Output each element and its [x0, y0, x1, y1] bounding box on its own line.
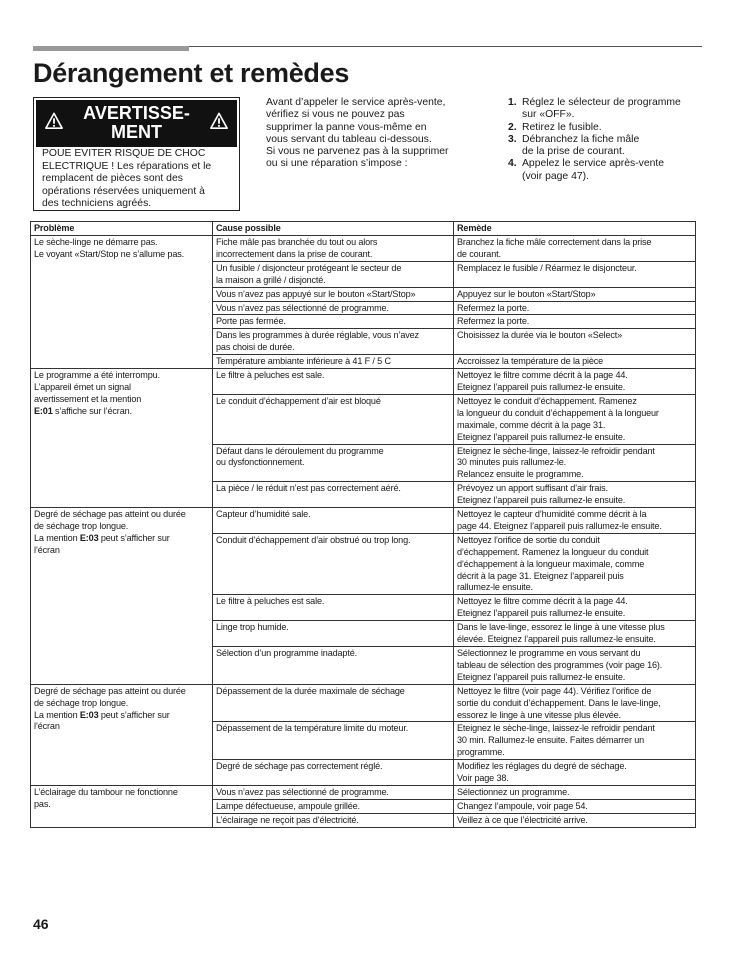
- remedy-cell: [454, 760, 696, 786]
- cause-line: incorrectement dans la prise de courant.: [216, 248, 373, 259]
- header-accent-bar: [33, 46, 189, 51]
- intro-line: ou si une réparation s’impose :: [266, 158, 408, 170]
- remedy-cell: [454, 684, 696, 722]
- step-line: Appelez le service après-vente: [522, 158, 665, 170]
- cause-line: Dépassement de la durée maximale de séchage: [216, 685, 405, 696]
- step-line: Débranchez la fiche mâle: [522, 133, 640, 145]
- step-item: [508, 97, 704, 122]
- problem-cell: [31, 785, 213, 827]
- cause-line: Température ambiante inférieure à 41 F / 5 C: [216, 356, 391, 367]
- problem-line: l’écran: [34, 544, 60, 555]
- table-header-row: [31, 222, 696, 236]
- remedy-line: Remplacez le fusible / Réarmez le disjoncteur.: [457, 262, 637, 273]
- problem-line: Le programme a été interrompu.: [34, 370, 160, 381]
- cause-line: ou dysfonctionnement.: [216, 457, 305, 468]
- remedy-cell: [454, 301, 696, 315]
- cause-cell: [213, 236, 454, 262]
- step-item: [508, 122, 704, 134]
- cause-line: Le conduit d’échappement d’air est bloqué: [216, 395, 381, 406]
- remedy-line: sortie du conduit d’échappement. Dans le lave-linge,: [457, 697, 661, 708]
- remedy-line: Eteignez l’appareil puis rallumez-le ensuite.: [457, 671, 626, 682]
- remedy-line: élevée. Eteignez l’appareil puis rallumez-le ensuite.: [457, 634, 656, 645]
- cause-cell: [213, 684, 454, 722]
- step-number: 1.: [508, 97, 517, 108]
- cause-line: Le filtre à peluches est sale.: [216, 370, 325, 381]
- cause-line: Capteur d’humidité sale.: [216, 509, 311, 520]
- cause-cell: [213, 813, 454, 827]
- intro-line: Avant d’appeler le service après-vente,: [266, 97, 446, 108]
- remedy-line: Accroissez la température de la pièce: [457, 356, 604, 367]
- step-line: Retirez le fusible.: [522, 121, 602, 133]
- cause-line: Linge trop humide.: [216, 622, 289, 633]
- step-item: [508, 158, 704, 183]
- step-item: [508, 134, 704, 159]
- warning-title-line1: AVERTISSE-: [83, 103, 190, 123]
- remedy-line: Eteignez l’appareil puis rallumez-le ensuite.: [457, 431, 626, 442]
- cause-line: Sélection d’un programme inadapté.: [216, 648, 357, 658]
- remedy-line: Sélectionnez un programme.: [457, 786, 570, 797]
- problem-line: Degré de séchage pas atteint ou durée: [34, 509, 186, 520]
- remedy-line: Dans le lave-linge, essorez le linge à une vitesse plus: [457, 622, 665, 633]
- problem-text: La mention: [34, 709, 80, 720]
- remedy-cell: [454, 287, 696, 301]
- warning-line: des techniciens agréés.: [42, 198, 152, 209]
- remedy-line: maximale, comme décrit à la page 31.: [457, 419, 606, 430]
- problem-line: [34, 406, 209, 418]
- problem-line: [34, 533, 209, 545]
- page-title: Dérangement et remèdes: [33, 58, 350, 88]
- cause-line: Défaut dans le déroulement du programme: [216, 445, 384, 456]
- step-number: 2.: [508, 121, 517, 133]
- remedy-cell: [454, 329, 696, 355]
- cause-cell: [213, 785, 454, 799]
- warning-line: remplacent de pièces sont des: [42, 173, 183, 184]
- problem-cell: [31, 508, 213, 685]
- problem-text: peut s’afficher sur: [98, 532, 170, 543]
- remedy-cell: [454, 785, 696, 799]
- remedy-line: Branchez la fiche mâle correctement dans la prise: [457, 237, 652, 247]
- problem-cell: [31, 684, 213, 785]
- steps-list: [508, 97, 704, 183]
- header-cause: Cause possible: [213, 222, 454, 236]
- cause-line: la maison a grillé / disjoncté.: [216, 274, 326, 285]
- remedy-line: Sélectionnez le programme en vous servant du: [457, 648, 641, 658]
- remedy-line: Nettoyez le filtre (voir page 44). Vérifiez l’orifice de: [457, 685, 652, 696]
- cause-cell: [213, 722, 454, 760]
- cause-line: L’éclairage ne reçoit pas d’électricité.: [216, 814, 359, 825]
- table-row: [31, 369, 696, 395]
- remedy-line: Eteignez l’appareil puis rallumez-le ensuite.: [457, 608, 626, 619]
- remedy-line: d’échappement. Ramenez la longueur du conduit: [457, 546, 649, 557]
- warning-line: POUE EVITER RISQUE DE CHOC: [42, 148, 206, 159]
- step-line: sur «OFF».: [522, 109, 575, 121]
- problem-line: L’éclairage du tambour ne fonctionne: [34, 786, 178, 797]
- remedy-line: tableau de sélection des programmes (voir page 16).: [457, 659, 663, 670]
- cause-cell: [213, 508, 454, 534]
- cause-line: Conduit d’échappement d’air obstrué ou trop long.: [216, 534, 411, 545]
- cause-line: pas choisi de durée.: [216, 342, 295, 353]
- cause-line: La pièce / le réduit n’est pas correctement aéré.: [216, 483, 401, 494]
- remedy-line: Eteignez l’appareil puis rallumez-le ensuite.: [457, 381, 626, 392]
- cause-cell: [213, 287, 454, 301]
- intro-line: supprimer la panne vous-même en: [266, 121, 427, 133]
- cause-cell: [213, 799, 454, 813]
- remedy-line: Eteignez le sèche-linge, laissez-le refroidir pendant: [457, 445, 655, 456]
- problem-text: peut s’afficher sur: [98, 709, 170, 720]
- remedy-line: Eteignez le sèche-linge, laissez-le refroidir pendant: [457, 723, 655, 734]
- remedy-cell: [454, 647, 696, 685]
- problem-line: Degré de séchage pas atteint ou durée: [34, 685, 186, 696]
- cause-cell: [213, 595, 454, 621]
- table-row: [31, 785, 696, 799]
- cause-line: Degré de séchage pas correctement réglé.: [216, 761, 383, 772]
- intro-paragraph-1: [266, 97, 478, 146]
- warning-triangle-icon: [210, 112, 228, 130]
- problem-cell: [31, 236, 213, 369]
- cause-cell: [213, 621, 454, 647]
- problem-line: l’écran: [34, 721, 60, 732]
- remedy-cell: [454, 533, 696, 595]
- warning-title-line2: MENT: [111, 122, 162, 142]
- step-line: (voir page 47).: [522, 170, 589, 182]
- error-code: E:03: [79, 532, 99, 543]
- problem-cell: [31, 369, 213, 508]
- warning-title: [72, 104, 201, 142]
- cause-line: Vous n’avez pas appuyé sur le bouton «Start/Stop»: [216, 288, 416, 299]
- remedy-line: Voir page 38.: [457, 773, 509, 784]
- cause-cell: [213, 261, 454, 287]
- remedy-line: Changez l’ampoule, voir page 54.: [457, 800, 588, 811]
- error-code: E:03: [79, 709, 99, 720]
- warning-triangle-icon: [45, 112, 63, 130]
- problem-line: de séchage trop longue.: [34, 697, 129, 708]
- cause-line: Lampe défectueuse, ampoule grillée.: [216, 800, 360, 811]
- remedy-cell: [454, 355, 696, 369]
- remedy-line: Appuyez sur le bouton «Start/Stop»: [457, 288, 596, 299]
- remedy-cell: [454, 722, 696, 760]
- cause-cell: [213, 533, 454, 595]
- cause-cell: [213, 301, 454, 315]
- cause-cell: [213, 760, 454, 786]
- intro-line: vérifiez si vous ne pouvez pas: [266, 109, 405, 121]
- intro-line: vous servant du tableau ci-dessous.: [266, 133, 432, 145]
- remedy-line: Veillez à ce que l’électricité arrive.: [457, 814, 588, 825]
- step-line: de la prise de courant.: [522, 146, 625, 158]
- remedy-line: essorez le linge à une vitesse plus élevée.: [457, 709, 621, 720]
- remedy-cell: [454, 508, 696, 534]
- remedy-line: Modifiez les réglages du degré de séchage.: [457, 761, 627, 772]
- remedy-line: d’échappement à la longueur maximale, comme: [457, 558, 645, 569]
- remedy-line: la longueur du conduit d’échappement à la longueur: [457, 407, 659, 418]
- table-row: [31, 684, 696, 722]
- troubleshooting-table: [30, 221, 696, 828]
- warning-line: ELECTRIQUE ! Les réparations et le: [42, 160, 212, 172]
- cause-line: Vous n’avez pas sélectionné de programme.: [216, 786, 389, 797]
- cause-line: Vous n’avez pas sélectionné de programme.: [216, 302, 389, 313]
- step-line: Réglez le sélecteur de programme: [522, 97, 681, 108]
- remedy-line: Nettoyez le capteur d’humidité comme décrit à la: [457, 509, 647, 520]
- remedy-cell: [454, 621, 696, 647]
- cause-cell: [213, 482, 454, 508]
- remedy-line: Prévoyez un apport suffisant d’air frais.: [457, 483, 608, 494]
- warning-text: [34, 148, 239, 211]
- cause-cell: [213, 355, 454, 369]
- cause-cell: [213, 647, 454, 685]
- cause-line: Dans les programmes à durée réglable, vous n’avez: [216, 330, 419, 341]
- header-problem: Problème: [31, 222, 213, 236]
- warning-header: [36, 100, 237, 147]
- problem-line: [34, 710, 209, 722]
- problem-line: avertissement et la mention: [34, 393, 142, 404]
- intro-paragraph-2: [266, 146, 478, 171]
- intro-line: Si vous ne parvenez pas à la supprimer: [266, 146, 449, 158]
- header-remedy: Remède: [454, 222, 696, 236]
- cause-line: Porte pas fermée.: [216, 316, 286, 327]
- remedy-line: Nettoyez le conduit d’échappement. Ramenez: [457, 395, 637, 406]
- problem-text: s’affiche sur l’écran.: [52, 405, 132, 416]
- remedy-cell: [454, 394, 696, 444]
- table-row: [31, 508, 696, 534]
- remedy-line: de courant.: [457, 248, 501, 259]
- remedy-line: Choisissez la durée via le bouton «Select»: [457, 330, 623, 341]
- step-number: 3.: [508, 133, 517, 145]
- remedy-cell: [454, 813, 696, 827]
- cause-cell: [213, 329, 454, 355]
- remedy-line: Relancez ensuite le programme.: [457, 469, 584, 480]
- cause-line: Le filtre à peluches est sale.: [216, 596, 325, 607]
- cause-line: Un fusible / disjoncteur protégeant le secteur de: [216, 262, 402, 273]
- remedy-cell: [454, 595, 696, 621]
- cause-line: Dépassement de la température limite du moteur.: [216, 723, 409, 734]
- cause-cell: [213, 394, 454, 444]
- remedy-cell: [454, 236, 696, 262]
- table-row: [31, 236, 696, 262]
- remedy-line: Nettoyez le filtre comme décrit à la page 44.: [457, 596, 628, 607]
- intro-text: [266, 97, 478, 171]
- remedy-cell: [454, 444, 696, 482]
- cause-cell: [213, 444, 454, 482]
- problem-line: pas.: [34, 798, 51, 809]
- remedy-line: Nettoyez l’orifice de sortie du conduit: [457, 534, 600, 545]
- remedy-line: rallumez-le ensuite.: [457, 582, 533, 593]
- warning-box: [33, 97, 240, 211]
- remedy-line: décrit à la page 31. Eteignez l’appareil puis: [457, 570, 624, 581]
- problem-line: L’appareil émet un signal: [34, 381, 131, 392]
- warning-line: opérations réservées uniquement à: [42, 185, 205, 197]
- remedy-line: Eteignez l’appareil puis rallumez-le ensuite.: [457, 495, 626, 506]
- remedy-cell: [454, 261, 696, 287]
- step-number: 4.: [508, 158, 517, 170]
- cause-line: Fiche mâle pas branchée du tout ou alors: [216, 237, 378, 247]
- problem-line: de séchage trop longue.: [34, 520, 129, 531]
- remedy-cell: [454, 369, 696, 395]
- remedy-line: 30 minutes puis rallumez-le.: [457, 457, 567, 468]
- problem-line: Le sèche-linge ne démarre pas.: [34, 237, 158, 247]
- remedy-line: Refermez la porte.: [457, 302, 530, 313]
- cause-cell: [213, 315, 454, 329]
- remedy-line: page 44. Eteignez l’appareil puis rallumez-le ensuite.: [457, 520, 662, 531]
- page-number: 46: [33, 916, 49, 932]
- cause-cell: [213, 369, 454, 395]
- remedy-line: Nettoyez le filtre comme décrit à la page 44.: [457, 370, 628, 381]
- remedy-cell: [454, 482, 696, 508]
- remedy-cell: [454, 315, 696, 329]
- error-code: E:01: [34, 405, 53, 416]
- problem-line: Le voyant «Start/Stop ne s’allume pas.: [34, 248, 184, 259]
- remedy-line: Refermez la porte.: [457, 316, 530, 327]
- remedy-line: programme.: [457, 747, 505, 758]
- remedy-line: 30 min. Rallumez-le ensuite. Faites démarrer un: [457, 735, 645, 746]
- remedy-cell: [454, 799, 696, 813]
- problem-text: La mention: [34, 532, 80, 543]
